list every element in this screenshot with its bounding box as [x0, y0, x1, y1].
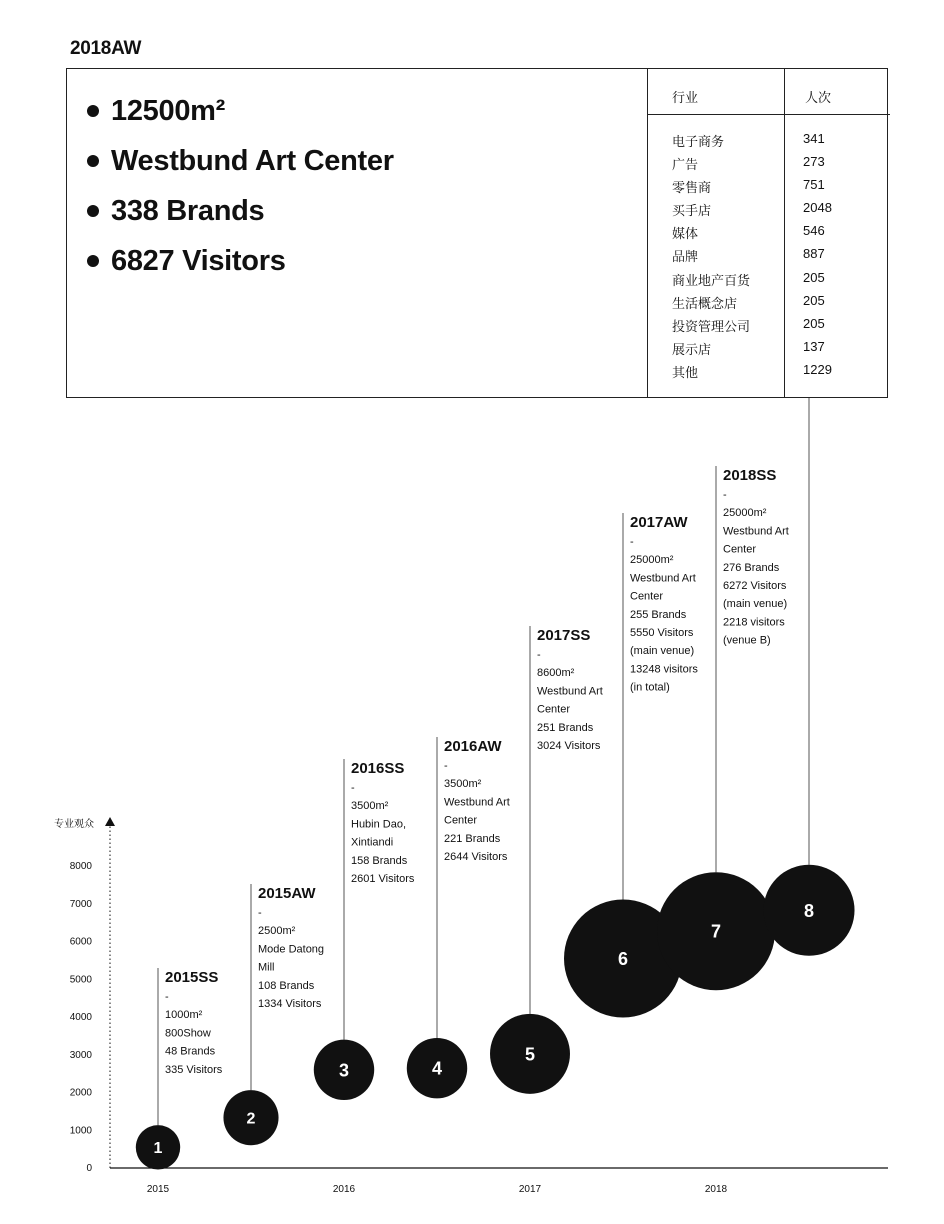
industry-cell: 电子商务 — [672, 134, 725, 149]
industry-cell: 其他 — [672, 364, 699, 380]
industry-cell: 商业地产百货 — [672, 272, 751, 288]
season-detail-line: 13248 visitors — [630, 663, 698, 676]
season-detail-line: - — [537, 649, 541, 661]
season-detail-line: Mode Datong — [258, 943, 325, 956]
season-detail-line: Center — [723, 543, 757, 556]
season-detail-line: (main venue) — [723, 598, 788, 611]
x-tick-label: 2015 — [146, 1184, 170, 1195]
season-label: 2015SS — [165, 969, 219, 986]
season-detail-line: 3500m² — [351, 800, 389, 813]
industry-cell: 买手店 — [672, 203, 712, 219]
y-tick-label: 5000 — [69, 974, 92, 986]
season-detail-line: 158 Brands — [351, 854, 408, 867]
season-detail-line: 5550 Visitors — [630, 627, 694, 639]
industry-cell: 展示店 — [672, 341, 712, 357]
y-tick-label: 7000 — [69, 898, 92, 910]
season-detail-line: Center — [537, 703, 571, 716]
count-cell: 205 — [803, 269, 825, 285]
industry-cell: 广告 — [672, 157, 699, 173]
season-detail-line: Xintiandi — [351, 836, 394, 849]
season-detail-line: 25000m² — [630, 554, 674, 567]
season-detail-line: 1000m² — [165, 1009, 203, 1022]
season-detail-line: - — [165, 991, 169, 1003]
season-detail-line: 221 Brands — [444, 832, 501, 845]
count-cell: 2048 — [803, 200, 832, 216]
industry-cell: 投资管理公司 — [672, 318, 751, 334]
page-title: 2018AW — [70, 38, 142, 59]
count-cell: 137 — [803, 338, 825, 354]
y-axis-arrow-icon — [105, 817, 115, 826]
season-detail-line: Mill — [258, 961, 275, 974]
season-label: 2015AW — [258, 885, 316, 902]
count-cell: 887 — [803, 246, 825, 262]
season-label: 2016SS — [351, 760, 405, 777]
bubble-number: 6 — [617, 948, 629, 969]
y-tick-label: 2000 — [69, 1087, 92, 1099]
bubble-number: 8 — [803, 900, 815, 921]
bullet-visitors: 6827 Visitors — [85, 241, 394, 291]
y-axis-label: 专业观众 — [54, 819, 94, 830]
bubble-number: 5 — [524, 1044, 536, 1065]
season-detail-line: 251 Brands — [537, 721, 594, 734]
season-detail-line: 3024 Visitors — [537, 740, 601, 752]
season-detail-line: 2601 Visitors — [351, 873, 415, 885]
season-detail-line: 3500m² — [444, 778, 482, 791]
season-detail-line: 800Show — [165, 1027, 211, 1040]
season-detail-line: 6272 Visitors — [723, 580, 787, 592]
industry-cell: 媒体 — [672, 226, 699, 242]
count-cell: 341 — [803, 131, 825, 146]
bubble-number: 3 — [338, 1060, 350, 1081]
season-detail-line: Westbund Art — [630, 572, 696, 585]
bubble-number: 2 — [246, 1110, 256, 1128]
season-detail-line: - — [258, 907, 262, 919]
header-industry: 行业 — [672, 90, 699, 105]
season-label: 2016AW — [444, 738, 502, 755]
x-tick-label: 2018 — [704, 1184, 728, 1195]
season-detail-line: (venue B) — [723, 634, 771, 647]
season-detail-line: - — [723, 489, 727, 501]
bullet-venue: Westbund Art Center — [85, 141, 394, 191]
season-detail-line: Center — [444, 814, 478, 827]
count-cell: 205 — [803, 292, 825, 308]
season-detail-line: Hubin Dao, — [351, 818, 407, 831]
season-detail-line: 2644 Visitors — [444, 851, 508, 863]
industry-cell: 生活概念店 — [672, 295, 738, 311]
season-detail-line: 2218 visitors — [723, 616, 785, 629]
season-detail-line: (main venue) — [630, 645, 695, 658]
season-detail-line: Westbund Art — [444, 796, 510, 809]
bubble-number: 4 — [431, 1058, 443, 1079]
season-detail-line: 25000m² — [723, 507, 767, 520]
header-visits: 人次 — [805, 90, 832, 105]
season-detail-line: - — [630, 536, 634, 548]
count-cell: 273 — [803, 154, 825, 170]
industry-cell: 零售商 — [672, 180, 712, 196]
industry-cell: 品牌 — [672, 249, 699, 265]
x-tick-label: 2017 — [518, 1184, 542, 1195]
season-detail-line: (in total) — [630, 681, 670, 694]
bullet-area: 12500m² — [85, 91, 394, 141]
season-detail-line: Westbund Art — [723, 525, 789, 538]
season-detail-line: 8600m² — [537, 667, 575, 680]
y-tick-label: 6000 — [69, 936, 92, 948]
y-tick-label: 1000 — [69, 1125, 92, 1137]
x-tick-label: 2016 — [332, 1184, 356, 1195]
bubble-number: 7 — [710, 921, 722, 942]
y-tick-label: 4000 — [69, 1012, 92, 1023]
season-label: 2018SS — [723, 467, 777, 484]
season-detail-line: 276 Brands — [723, 561, 780, 574]
y-tick-label: 0 — [86, 1163, 92, 1174]
y-tick-label: 3000 — [69, 1049, 92, 1061]
bubble-number: 1 — [153, 1140, 163, 1158]
season-detail-line: 335 Visitors — [165, 1063, 223, 1076]
season-detail-line: 108 Brands — [258, 979, 315, 992]
y-tick-label: 8000 — [69, 861, 92, 872]
season-label: 2017SS — [537, 627, 591, 644]
season-detail-line: 255 Brands — [630, 608, 687, 621]
season-detail-line: Center — [630, 590, 664, 603]
season-detail-line: 2500m² — [258, 925, 296, 938]
season-detail-line: - — [351, 782, 355, 794]
season-detail-line: 48 Brands — [165, 1045, 216, 1058]
count-cell: 205 — [803, 315, 825, 331]
season-detail-line: - — [444, 760, 448, 772]
count-cell: 751 — [803, 177, 825, 193]
count-cell: 1229 — [803, 361, 832, 377]
season-detail-line: Westbund Art — [537, 685, 603, 698]
bullet-brands: 338 Brands — [85, 191, 394, 241]
count-cell: 546 — [803, 223, 825, 239]
season-label: 2017AW — [630, 514, 688, 531]
season-detail-line: 1334 Visitors — [258, 998, 322, 1010]
